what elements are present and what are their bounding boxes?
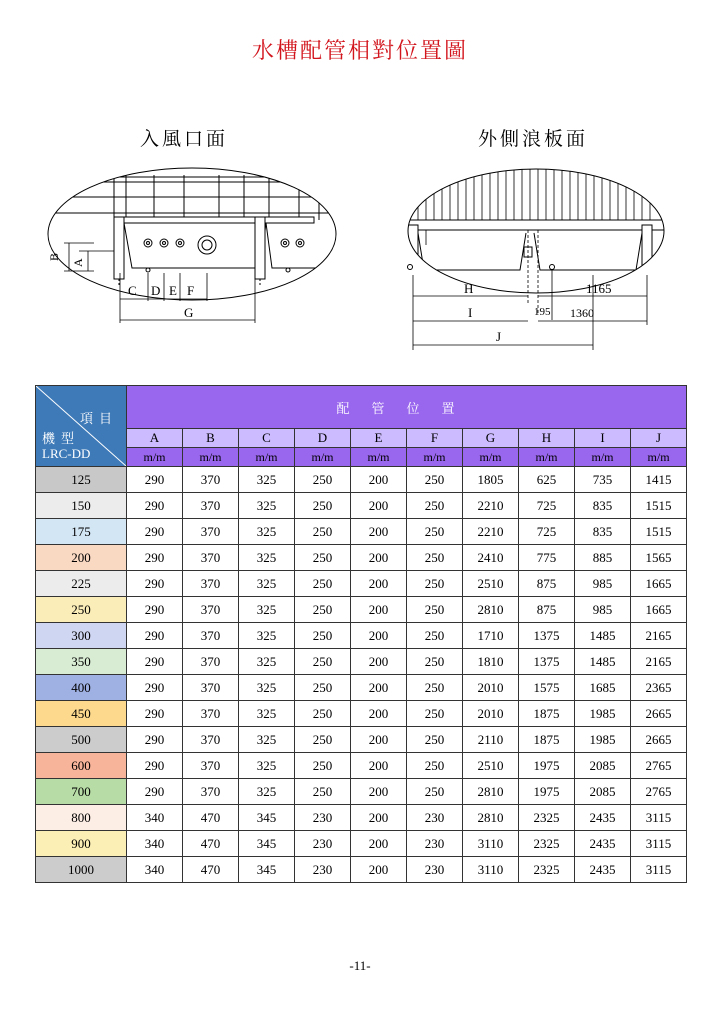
value-cell-c: 325 — [239, 597, 295, 623]
value-cell-h: 875 — [519, 597, 575, 623]
value-cell-b: 370 — [183, 675, 239, 701]
model-cell: 900 — [36, 831, 127, 857]
value-cell-b: 370 — [183, 701, 239, 727]
dim-label-d: D — [151, 283, 161, 298]
value-cell-g: 2010 — [463, 675, 519, 701]
unit-cell: m/m — [631, 448, 687, 467]
value-cell-j: 2365 — [631, 675, 687, 701]
inlet-side-diagram — [44, 165, 344, 330]
model-cell: 500 — [36, 727, 127, 753]
value-cell-f: 250 — [407, 753, 463, 779]
model-cell: 600 — [36, 753, 127, 779]
column-header-b: B — [183, 429, 239, 448]
value-cell-b: 370 — [183, 779, 239, 805]
dim-label-1165: 1165 — [586, 281, 612, 296]
column-header-e: E — [351, 429, 407, 448]
value-cell-g: 2210 — [463, 519, 519, 545]
value-cell-a: 290 — [127, 649, 183, 675]
dim-label-i: I — [468, 305, 473, 320]
dim-label-f: F — [187, 283, 195, 298]
value-cell-a: 290 — [127, 571, 183, 597]
value-cell-h: 1975 — [519, 779, 575, 805]
value-cell-f: 250 — [407, 675, 463, 701]
unit-cell: m/m — [127, 448, 183, 467]
value-cell-a: 290 — [127, 701, 183, 727]
value-cell-a: 290 — [127, 545, 183, 571]
value-cell-j: 2165 — [631, 649, 687, 675]
table-row — [36, 545, 687, 571]
value-cell-f: 250 — [407, 727, 463, 753]
value-cell-h: 1875 — [519, 701, 575, 727]
value-cell-c: 325 — [239, 545, 295, 571]
value-cell-i: 2435 — [575, 831, 631, 857]
column-header-c: C — [239, 429, 295, 448]
dim-label-b: B — [47, 252, 61, 261]
value-cell-h: 1375 — [519, 649, 575, 675]
model-cell: 450 — [36, 701, 127, 727]
left-view-title: 入風口面 — [140, 128, 229, 150]
value-cell-d: 230 — [295, 831, 351, 857]
value-cell-h: 625 — [519, 467, 575, 493]
value-cell-b: 370 — [183, 493, 239, 519]
value-cell-d: 250 — [295, 493, 351, 519]
table-row — [36, 753, 687, 779]
model-cell: 150 — [36, 493, 127, 519]
model-cell: 125 — [36, 467, 127, 493]
model-cell: 225 — [36, 571, 127, 597]
value-cell-a: 290 — [127, 467, 183, 493]
value-cell-e: 200 — [351, 519, 407, 545]
value-cell-e: 200 — [351, 571, 407, 597]
value-cell-d: 250 — [295, 675, 351, 701]
value-cell-h: 2325 — [519, 805, 575, 831]
value-cell-e: 200 — [351, 467, 407, 493]
dim-label-c: C — [128, 283, 137, 298]
value-cell-i: 2435 — [575, 857, 631, 883]
value-cell-f: 250 — [407, 493, 463, 519]
value-cell-i: 835 — [575, 519, 631, 545]
table-row — [36, 675, 687, 701]
series-label: LRC-DD — [42, 446, 91, 461]
table-row — [36, 805, 687, 831]
value-cell-d: 230 — [295, 857, 351, 883]
value-cell-j: 1415 — [631, 467, 687, 493]
value-cell-i: 1485 — [575, 649, 631, 675]
value-cell-d: 250 — [295, 545, 351, 571]
value-cell-g: 3110 — [463, 857, 519, 883]
unit-cell: m/m — [575, 448, 631, 467]
table-row — [36, 597, 687, 623]
dim-label-e: E — [169, 283, 177, 298]
value-cell-b: 370 — [183, 649, 239, 675]
value-cell-c: 325 — [239, 623, 295, 649]
value-cell-d: 250 — [295, 779, 351, 805]
value-cell-c: 345 — [239, 805, 295, 831]
value-cell-b: 470 — [183, 831, 239, 857]
value-cell-d: 250 — [295, 519, 351, 545]
model-cell: 300 — [36, 623, 127, 649]
dim-label-195: 195 — [534, 306, 551, 318]
value-cell-f: 250 — [407, 701, 463, 727]
value-cell-a: 290 — [127, 623, 183, 649]
value-cell-d: 250 — [295, 649, 351, 675]
value-cell-g: 2810 — [463, 779, 519, 805]
item-label: 項目 — [79, 411, 118, 426]
value-cell-g: 2510 — [463, 571, 519, 597]
value-cell-e: 200 — [351, 805, 407, 831]
value-cell-c: 325 — [239, 649, 295, 675]
column-header-g: G — [463, 429, 519, 448]
value-cell-f: 250 — [407, 467, 463, 493]
value-cell-j: 1665 — [631, 597, 687, 623]
group-header: 配管位置 — [127, 386, 687, 429]
value-cell-a: 290 — [127, 493, 183, 519]
column-header-a: A — [127, 429, 183, 448]
value-cell-b: 370 — [183, 623, 239, 649]
value-cell-i: 985 — [575, 571, 631, 597]
value-cell-e: 200 — [351, 779, 407, 805]
value-cell-e: 200 — [351, 701, 407, 727]
dim-label-a: A — [71, 258, 85, 267]
value-cell-j: 3115 — [631, 831, 687, 857]
value-cell-g: 2410 — [463, 545, 519, 571]
dim-label-1360: 1360 — [570, 306, 594, 320]
value-cell-e: 200 — [351, 675, 407, 701]
value-cell-c: 325 — [239, 675, 295, 701]
dim-label-g: G — [184, 305, 194, 320]
value-cell-h: 1575 — [519, 675, 575, 701]
value-cell-i: 1985 — [575, 727, 631, 753]
value-cell-j: 1515 — [631, 519, 687, 545]
value-cell-d: 250 — [295, 753, 351, 779]
unit-cell: m/m — [407, 448, 463, 467]
value-cell-h: 875 — [519, 571, 575, 597]
value-cell-e: 200 — [351, 623, 407, 649]
value-cell-h: 2325 — [519, 831, 575, 857]
value-cell-b: 370 — [183, 467, 239, 493]
column-header-row — [36, 429, 687, 448]
value-cell-g: 2010 — [463, 701, 519, 727]
value-cell-e: 200 — [351, 857, 407, 883]
table-row — [36, 467, 687, 493]
louver-side-diagram — [388, 165, 688, 355]
value-cell-a: 340 — [127, 857, 183, 883]
dim-label-j: J — [496, 329, 502, 344]
value-cell-c: 325 — [239, 467, 295, 493]
column-header-i: I — [575, 429, 631, 448]
model-label: 機型 — [42, 431, 81, 446]
column-header-f: F — [407, 429, 463, 448]
right-view-title: 外側浪板面 — [478, 128, 589, 150]
value-cell-g: 1810 — [463, 649, 519, 675]
value-cell-i: 1485 — [575, 623, 631, 649]
value-cell-g: 2210 — [463, 493, 519, 519]
table-row — [36, 701, 687, 727]
value-cell-b: 370 — [183, 597, 239, 623]
value-cell-h: 1875 — [519, 727, 575, 753]
value-cell-j: 1665 — [631, 571, 687, 597]
model-cell: 1000 — [36, 857, 127, 883]
dim-label-h: H — [464, 281, 474, 296]
value-cell-f: 230 — [407, 805, 463, 831]
value-cell-f: 250 — [407, 545, 463, 571]
value-cell-e: 200 — [351, 597, 407, 623]
table-row — [36, 831, 687, 857]
value-cell-j: 1565 — [631, 545, 687, 571]
unit-cell: m/m — [183, 448, 239, 467]
value-cell-h: 1975 — [519, 753, 575, 779]
value-cell-d: 230 — [295, 805, 351, 831]
value-cell-b: 370 — [183, 519, 239, 545]
value-cell-h: 2325 — [519, 857, 575, 883]
value-cell-b: 470 — [183, 857, 239, 883]
model-cell: 175 — [36, 519, 127, 545]
value-cell-e: 200 — [351, 493, 407, 519]
value-cell-i: 2085 — [575, 753, 631, 779]
pipe-position-table — [35, 385, 687, 883]
value-cell-c: 325 — [239, 571, 295, 597]
value-cell-a: 340 — [127, 805, 183, 831]
value-cell-g: 2110 — [463, 727, 519, 753]
value-cell-f: 250 — [407, 779, 463, 805]
value-cell-i: 835 — [575, 493, 631, 519]
column-header-d: D — [295, 429, 351, 448]
value-cell-c: 325 — [239, 519, 295, 545]
value-cell-b: 370 — [183, 545, 239, 571]
value-cell-e: 200 — [351, 753, 407, 779]
value-cell-c: 325 — [239, 753, 295, 779]
value-cell-c: 325 — [239, 779, 295, 805]
value-cell-b: 470 — [183, 805, 239, 831]
unit-cell: m/m — [239, 448, 295, 467]
value-cell-g: 2810 — [463, 597, 519, 623]
value-cell-h: 775 — [519, 545, 575, 571]
model-cell: 250 — [36, 597, 127, 623]
model-cell: 700 — [36, 779, 127, 805]
model-cell: 800 — [36, 805, 127, 831]
column-header-j: J — [631, 429, 687, 448]
value-cell-a: 290 — [127, 727, 183, 753]
value-cell-i: 1985 — [575, 701, 631, 727]
table-row — [36, 857, 687, 883]
value-cell-g: 2510 — [463, 753, 519, 779]
value-cell-g: 1710 — [463, 623, 519, 649]
table-row — [36, 623, 687, 649]
page-number: -11- — [349, 958, 371, 973]
value-cell-d: 250 — [295, 467, 351, 493]
table-row — [36, 779, 687, 805]
value-cell-i: 985 — [575, 597, 631, 623]
table-row — [36, 727, 687, 753]
model-cell: 350 — [36, 649, 127, 675]
value-cell-i: 2435 — [575, 805, 631, 831]
model-cell: 400 — [36, 675, 127, 701]
model-cell: 200 — [36, 545, 127, 571]
value-cell-f: 250 — [407, 649, 463, 675]
value-cell-c: 345 — [239, 857, 295, 883]
value-cell-f: 230 — [407, 857, 463, 883]
value-cell-j: 2665 — [631, 727, 687, 753]
value-cell-a: 290 — [127, 779, 183, 805]
value-cell-c: 345 — [239, 831, 295, 857]
value-cell-e: 200 — [351, 545, 407, 571]
value-cell-b: 370 — [183, 727, 239, 753]
value-cell-j: 1515 — [631, 493, 687, 519]
table-row — [36, 519, 687, 545]
value-cell-a: 290 — [127, 519, 183, 545]
value-cell-i: 2085 — [575, 779, 631, 805]
value-cell-j: 2765 — [631, 753, 687, 779]
value-cell-f: 250 — [407, 571, 463, 597]
column-header-h: H — [519, 429, 575, 448]
value-cell-j: 2165 — [631, 623, 687, 649]
table-row — [36, 493, 687, 519]
value-cell-c: 325 — [239, 493, 295, 519]
value-cell-e: 200 — [351, 649, 407, 675]
value-cell-h: 1375 — [519, 623, 575, 649]
unit-cell: m/m — [295, 448, 351, 467]
value-cell-d: 250 — [295, 623, 351, 649]
value-cell-e: 200 — [351, 831, 407, 857]
value-cell-d: 250 — [295, 727, 351, 753]
value-cell-i: 885 — [575, 545, 631, 571]
value-cell-a: 290 — [127, 753, 183, 779]
value-cell-c: 325 — [239, 701, 295, 727]
value-cell-c: 325 — [239, 727, 295, 753]
page-title: 水槽配管相對位置圖 — [251, 39, 468, 64]
value-cell-b: 370 — [183, 571, 239, 597]
value-cell-j: 2765 — [631, 779, 687, 805]
value-cell-i: 1685 — [575, 675, 631, 701]
value-cell-f: 250 — [407, 597, 463, 623]
value-cell-g: 3110 — [463, 831, 519, 857]
value-cell-f: 250 — [407, 519, 463, 545]
unit-row — [36, 448, 687, 467]
value-cell-b: 370 — [183, 753, 239, 779]
value-cell-d: 250 — [295, 597, 351, 623]
value-cell-f: 250 — [407, 623, 463, 649]
value-cell-i: 735 — [575, 467, 631, 493]
value-cell-e: 200 — [351, 727, 407, 753]
value-cell-a: 340 — [127, 831, 183, 857]
unit-cell: m/m — [351, 448, 407, 467]
table-row — [36, 571, 687, 597]
value-cell-g: 2810 — [463, 805, 519, 831]
table-row — [36, 649, 687, 675]
value-cell-j: 3115 — [631, 857, 687, 883]
value-cell-d: 250 — [295, 701, 351, 727]
table-body — [36, 467, 687, 883]
value-cell-a: 290 — [127, 675, 183, 701]
value-cell-f: 230 — [407, 831, 463, 857]
unit-cell: m/m — [463, 448, 519, 467]
value-cell-a: 290 — [127, 597, 183, 623]
value-cell-g: 1805 — [463, 467, 519, 493]
table-corner-header — [36, 386, 127, 467]
value-cell-j: 2665 — [631, 701, 687, 727]
value-cell-d: 250 — [295, 571, 351, 597]
unit-cell: m/m — [519, 448, 575, 467]
value-cell-h: 725 — [519, 493, 575, 519]
value-cell-j: 3115 — [631, 805, 687, 831]
value-cell-h: 725 — [519, 519, 575, 545]
